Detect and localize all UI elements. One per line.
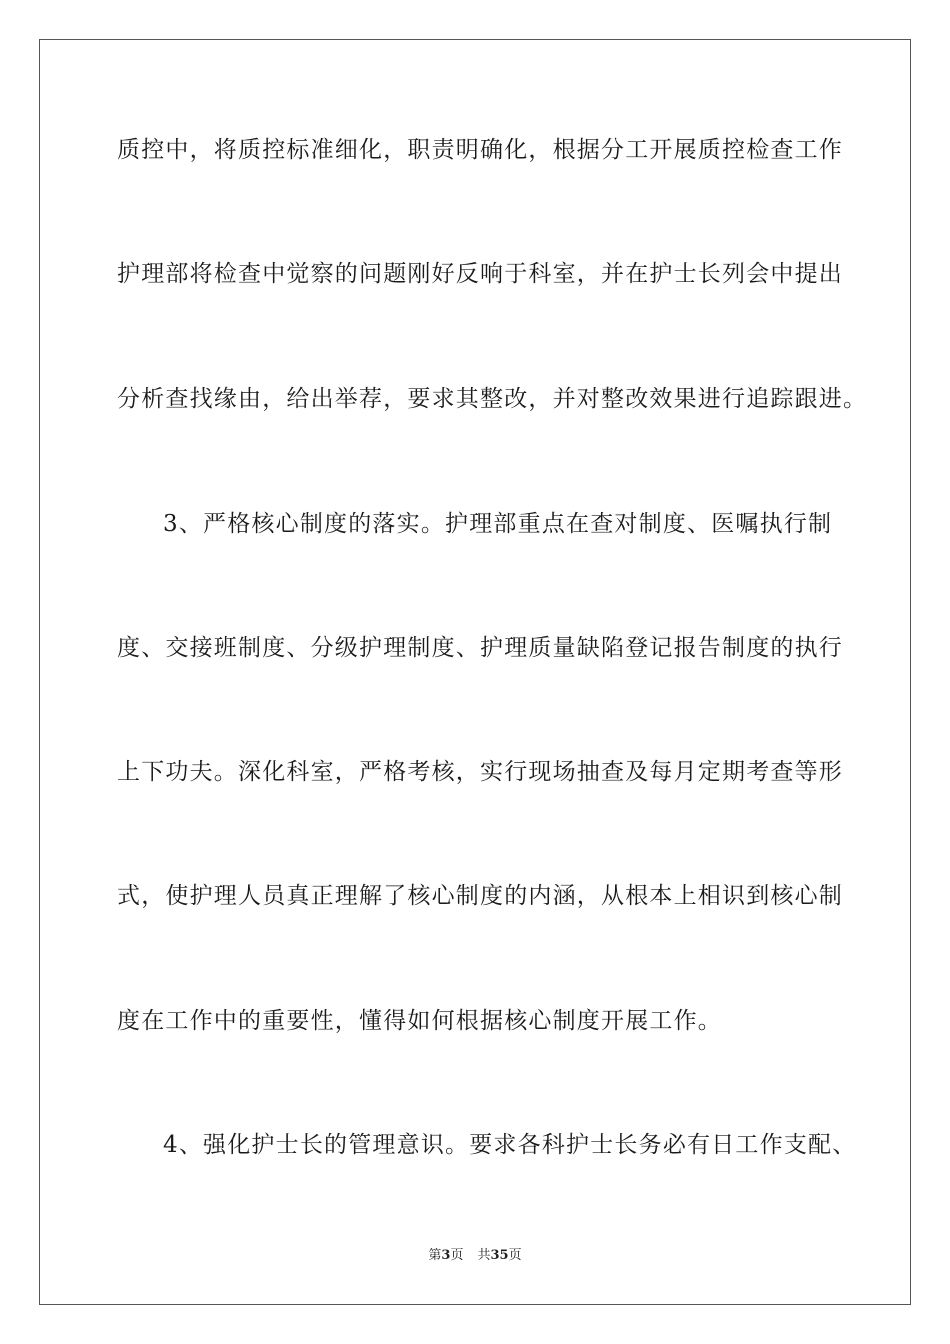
paragraph-line: 度、交接班制度、分级护理制度、护理质量缺陷登记报告制度的执行 [117,635,843,661]
paragraph-line: 式，使护理人员真正理解了核心制度的内涵，从根本上相识到核心制 [117,883,843,909]
paragraph-line: 质控中，将质控标准细化，职责明确化，根据分工开展质控检查工作 [117,137,843,163]
page-footer [0,1248,950,1264]
total-pages: 35 [490,1248,509,1263]
paragraph-line: 4、强化护士长的管理意识。要求各科护士长务必有日工作支配、 [163,1132,857,1158]
total-prefix: 共 [477,1248,491,1263]
page-border [39,39,911,1305]
paragraph-line: 度在工作中的重要性，懂得如何根据核心制度开展工作。 [117,1008,722,1034]
page-number: 3 [441,1248,451,1263]
paragraph-line: 上下功夫。深化科室，严格考核，实行现场抽查及每月定期考查等形 [117,759,843,785]
paragraph-line: 分析查找缘由，给出举荐，要求其整改，并对整改效果进行追踪跟进。 [117,386,868,412]
total-suffix: 页 [508,1248,522,1263]
page-suffix: 页 [450,1248,464,1263]
page-prefix: 第 [428,1248,442,1263]
paragraph-line: 护理部将检查中觉察的问题刚好反响于科室，并在护士长列会中提出 [117,261,843,287]
paragraph-line: 3、严格核心制度的落实。护理部重点在查对制度、医嘱执行制 [163,511,833,537]
